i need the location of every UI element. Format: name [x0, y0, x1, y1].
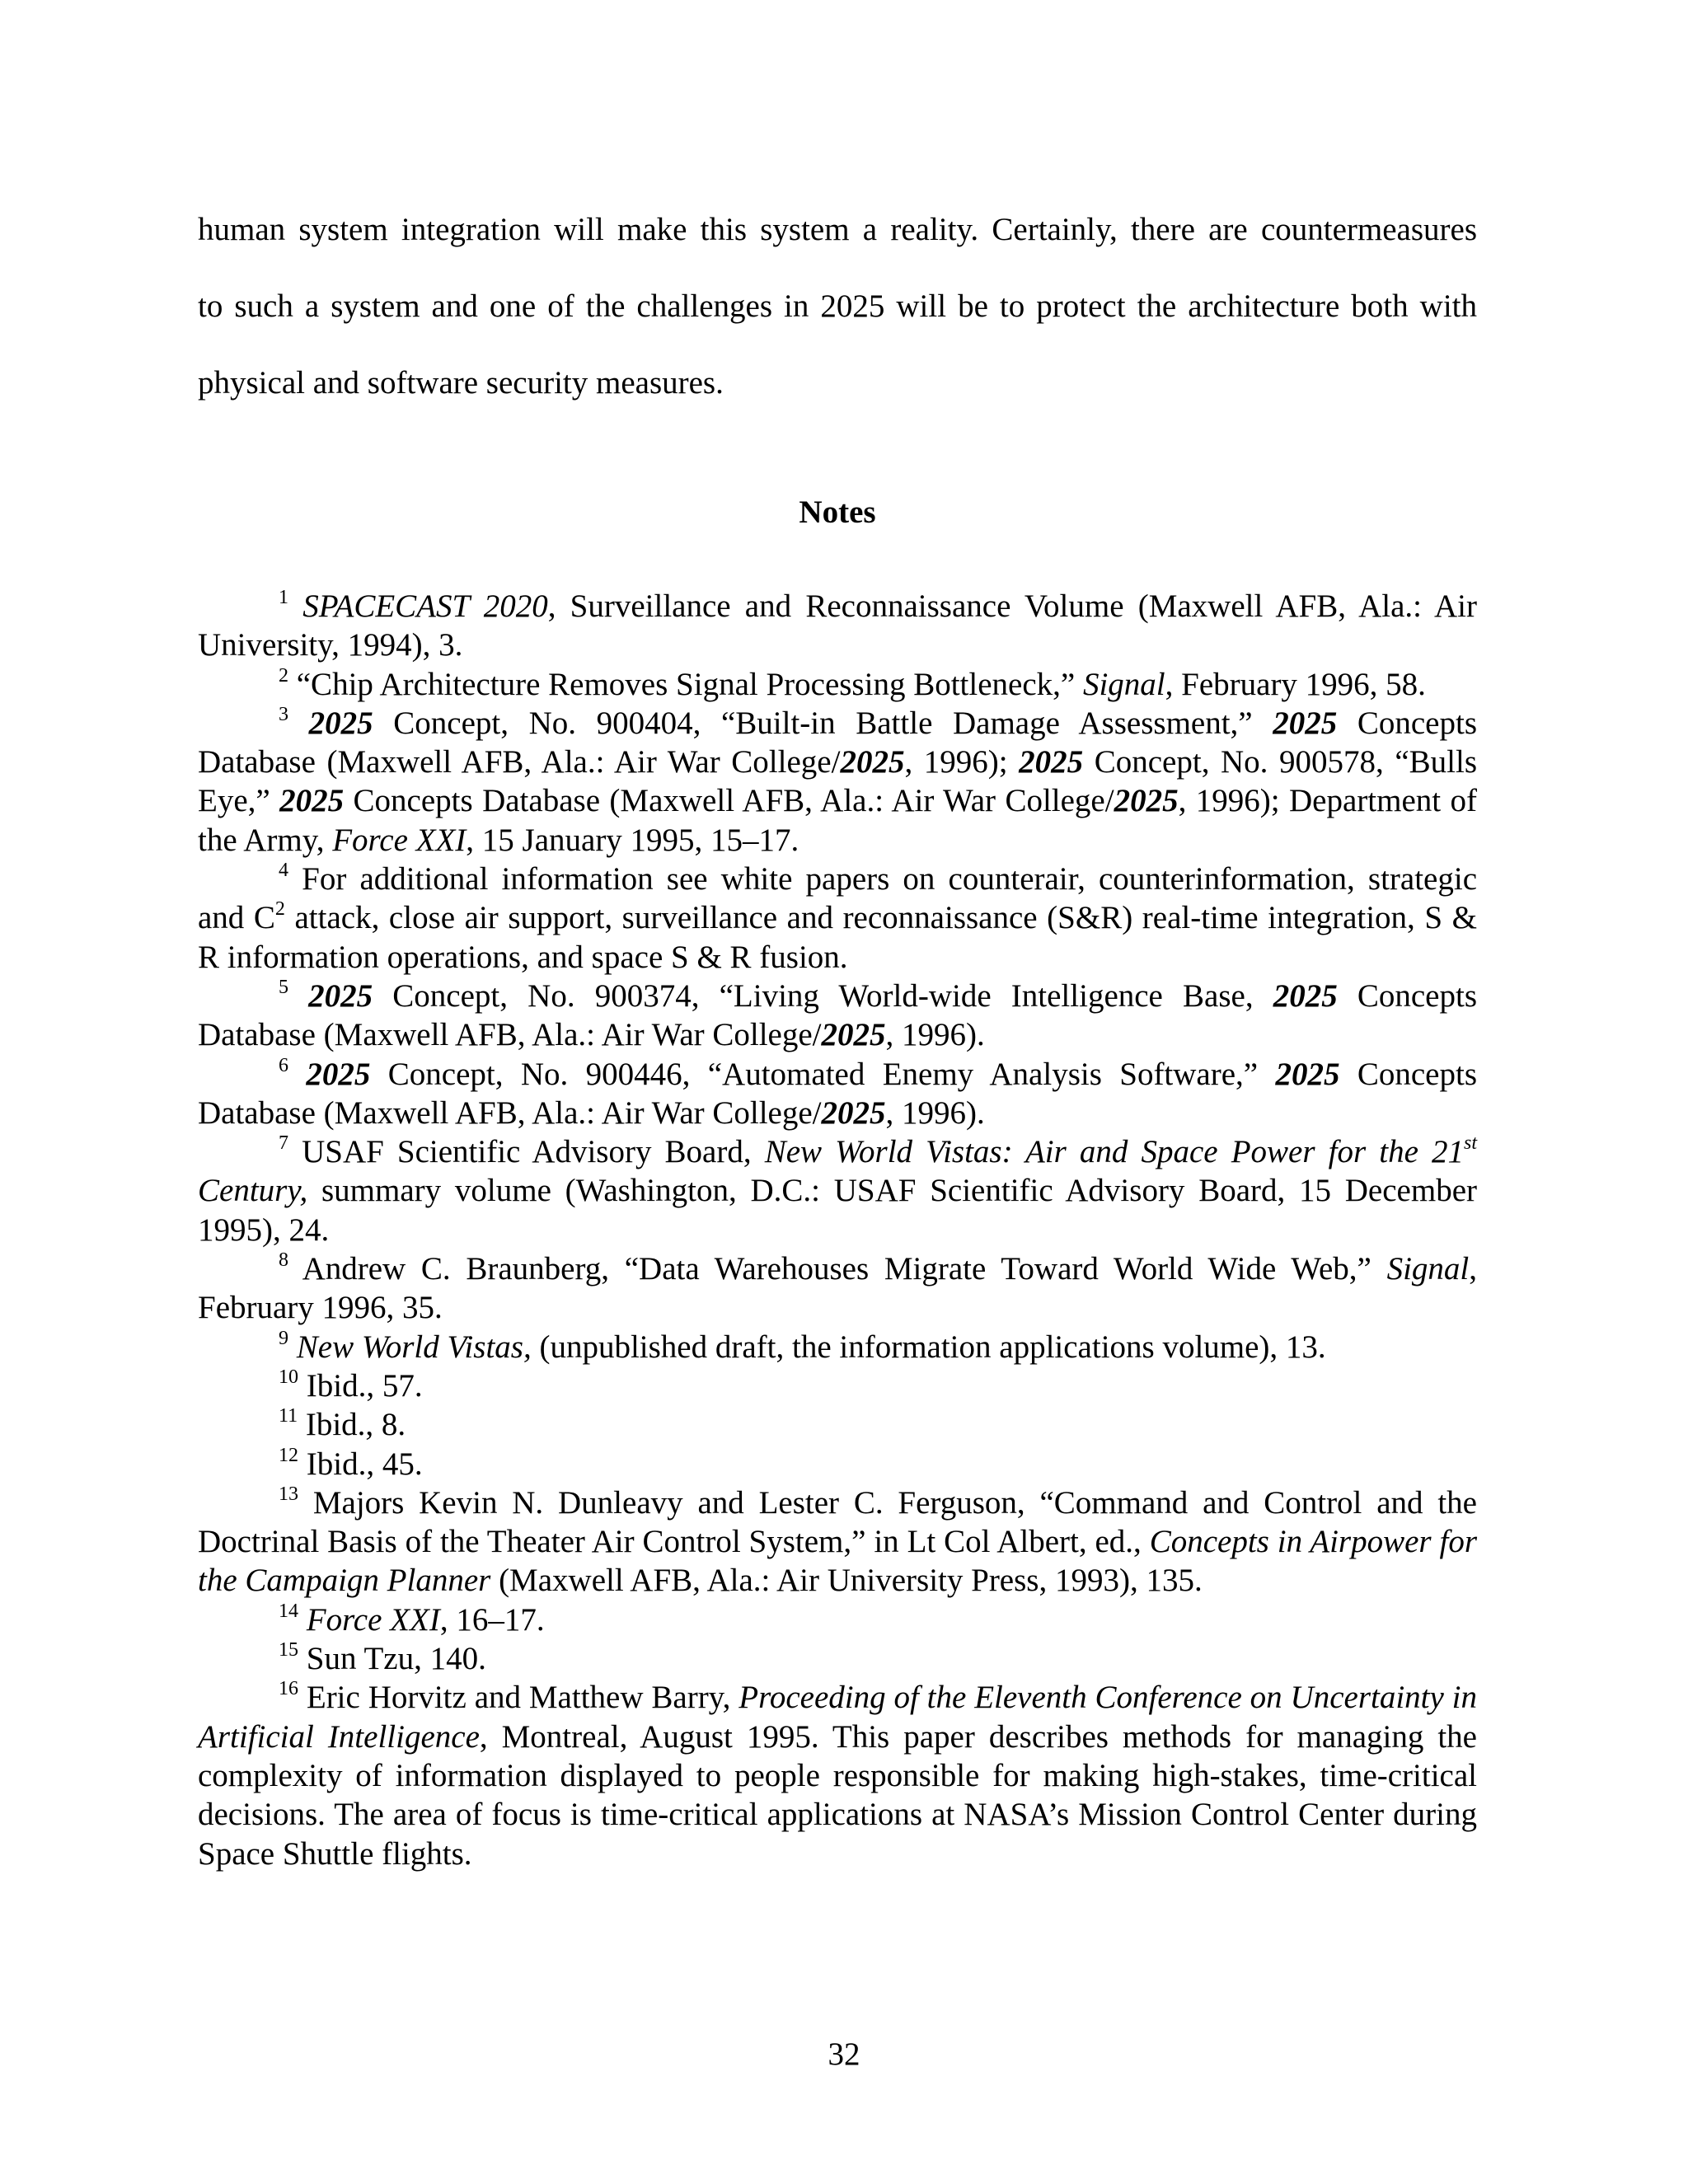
- footnote-number: 6: [279, 1054, 288, 1076]
- footnote-text: (Maxwell AFB, Ala.: Air University Press, 1993), 135.: [490, 1563, 1203, 1599]
- footnote-bold-italic-text: 2025: [306, 1056, 371, 1092]
- footnote-number: 15: [279, 1639, 298, 1661]
- footnote-text: Ibid., 57.: [306, 1367, 423, 1404]
- footnote: [198, 860, 1477, 977]
- footnote: [198, 977, 1477, 1055]
- footnote-emphasis: [1273, 705, 1337, 741]
- footnote-bold-italic-text: 2025: [1275, 1056, 1340, 1092]
- footnote: [198, 1483, 1477, 1601]
- footnote-bold-italic-text: 2025: [1114, 783, 1179, 819]
- footnote: [198, 1366, 1477, 1405]
- footnote-emphasis: [1019, 744, 1083, 780]
- footnote-emphasis: [822, 1095, 886, 1131]
- footnote-text: , February 1996, 35.: [198, 1251, 1477, 1326]
- footnote-italic-text: Century,: [198, 1173, 308, 1209]
- footnote: [198, 1249, 1477, 1328]
- footnote-emphasis: [822, 1017, 886, 1052]
- footnote-text: , 1996).: [885, 1094, 985, 1131]
- footnote-text: Majors Kevin N. Dunleavy and Lester C. Ferguson, “Command and Control and the Doctrinal Basis of the Theater Air Control System,” in Lt Col Albert, ed.,: [198, 1484, 1477, 1560]
- footnote-bold-italic-text: 2025: [279, 783, 345, 819]
- footnote-italic-text: Force XXI: [306, 1601, 440, 1638]
- notes-heading: Notes: [799, 494, 876, 530]
- footnote-text: , 15 January 1995, 15–17.: [466, 822, 799, 858]
- footnote-text: Andrew C. Braunberg, “Data Warehouses Migrate Toward World Wide Web,”: [302, 1251, 1387, 1287]
- footnote-bold-italic-text: 2025: [1273, 705, 1338, 741]
- footnote-text: , Montreal, August 1995. This paper describes methods for managing the complexity of information displayed to people responsible for making high-stakes, time-critical decisions. The area of focus is time-critical applications at NASA’s Mission Control Center during Space Shuttle flights.: [198, 1718, 1477, 1872]
- footnote-text: , 16–17.: [439, 1601, 545, 1638]
- footnote: [198, 1328, 1477, 1366]
- footnote-text: , 1996);: [904, 744, 1020, 780]
- footnote-emphasis: [840, 744, 904, 780]
- footnote-bold-italic-text: 2025: [821, 1094, 886, 1131]
- footnote: [198, 587, 1477, 665]
- footnote-italic-text: SPACECAST 2020: [302, 588, 548, 624]
- footnote-text: USAF Scientific Advisory Board,: [302, 1134, 765, 1170]
- footnote-number: 10: [279, 1366, 298, 1388]
- footnote-text: , February 1996, 58.: [1165, 666, 1426, 702]
- footnote-number: 8: [279, 1249, 288, 1272]
- footnote-italic-text: Force XXI: [332, 822, 467, 858]
- footnote: [198, 1405, 1477, 1444]
- footnote-text: , 1996).: [885, 1017, 985, 1053]
- footnote-text: Ibid., 8.: [305, 1407, 406, 1443]
- footnote-number: 11: [279, 1405, 298, 1427]
- footnote-italic-text: Signal: [1082, 666, 1165, 702]
- footnote-italic-superscript: st: [1463, 1132, 1477, 1155]
- footnote-emphasis: [1114, 783, 1179, 818]
- footnote-emphasis: [279, 783, 344, 818]
- footnote-number: 12: [279, 1444, 298, 1466]
- footnote-text: “Chip Architecture Removes Signal Processing Bottleneck,”: [296, 666, 1083, 702]
- footnote-bold-italic-text: 2025: [308, 977, 373, 1014]
- footnote-number: 16: [279, 1678, 298, 1700]
- footnote-text: For additional information see white papers on counterair, counterinformation, strategic and C: [198, 861, 1477, 936]
- footnote-text: Eric Horvitz and Matthew Barry,: [306, 1680, 739, 1716]
- footnote-bold-italic-text: 2025: [1273, 977, 1338, 1014]
- footnote: [198, 1678, 1477, 1872]
- footnote: [198, 1055, 1477, 1133]
- page-number: 32: [828, 2036, 860, 2072]
- footnote: [198, 1445, 1477, 1483]
- footnote-italic-text: New World Vistas,: [296, 1329, 532, 1365]
- footnote-text: Concept, No. 900578, “Bulls Eye,”: [198, 744, 1477, 819]
- body-paragraph: [198, 191, 1477, 421]
- footnote-text: Concepts Database (Maxwell AFB, Ala.: Air War College/: [198, 1056, 1477, 1131]
- footnote: [198, 704, 1477, 860]
- footnote-text: Concept, No. 900404, “Built-in Battle Damage Assessment,”: [373, 705, 1273, 741]
- footnote-text: summary volume (Washington, D.C.: USAF Scientific Advisory Board, 15 December 1995), 24.: [198, 1173, 1477, 1248]
- footnote-emphasis: [306, 1057, 370, 1092]
- footnote-emphasis: [308, 978, 373, 1014]
- notes-list: [198, 587, 1477, 1873]
- footnote-italic-text: Concepts in Airpower for the Campaign Planner: [198, 1524, 1478, 1599]
- footnote-number: 5: [279, 976, 288, 998]
- footnote-bold-italic-text: 2025: [308, 705, 373, 741]
- footnote-italic-text: Signal: [1386, 1251, 1470, 1287]
- body-line: human system integration will make this system a reality. Certainly, there are countermeasures: [198, 212, 1477, 247]
- footnote-bold-italic-text: 2025: [1019, 744, 1084, 780]
- footnote-number: 7: [279, 1132, 288, 1155]
- footnote-emphasis: [1273, 978, 1338, 1014]
- footnote-number: 3: [279, 703, 288, 725]
- footnote-emphasis: [1275, 1057, 1339, 1092]
- footnote-text: Concepts Database (Maxwell AFB, Ala.: Air War College/: [344, 783, 1114, 819]
- footnote-text: Sun Tzu, 140.: [306, 1641, 486, 1677]
- footnote-number: 13: [279, 1483, 298, 1505]
- footnote: [198, 665, 1477, 704]
- footnote-bold-italic-text: 2025: [840, 744, 905, 780]
- footnote-text: , 1996); Department of the Army,: [198, 783, 1477, 858]
- footnote: [198, 1601, 1477, 1639]
- body-line: physical and software security measures.: [198, 365, 724, 401]
- footnote-text: Ibid., 45.: [306, 1446, 423, 1482]
- footnote-number: 14: [279, 1600, 298, 1622]
- footnote-bold-italic-text: 2025: [821, 1017, 886, 1053]
- footnote-text: (unpublished draft, the information applications volume), 13.: [531, 1329, 1326, 1365]
- footnote-number: 4: [279, 860, 288, 882]
- footnote-number: 2: [279, 664, 288, 687]
- footnote-emphasis: [309, 705, 373, 741]
- body-line: to such a system and one of the challenges in 2025 will be to protect the architecture both with: [198, 288, 1477, 324]
- footnote-italic-text: New World Vistas: Air and Space Power for the 21: [764, 1134, 1464, 1170]
- footnote-text: , Surveillance and Reconnaissance Volume (Maxwell AFB, Ala.: Air University, 1994), 3.: [198, 588, 1478, 663]
- footnote: [198, 1639, 1477, 1678]
- footnote-text: attack, close air support, surveillance and reconnaissance (S&R) real-time integration, S & R information operations, and space S & R fusion.: [198, 900, 1477, 975]
- footnote: [198, 1132, 1477, 1249]
- footnote-italic-text: Proceeding of the Eleventh Conference on Uncertainty in Artificial Intelligence: [198, 1680, 1478, 1755]
- footnote-superscript: 2: [274, 898, 285, 921]
- footnote-text: Concept, No. 900374, “Living World-wide Intelligence Base,: [373, 977, 1273, 1014]
- footnote-text: Concepts Database (Maxwell AFB, Ala.: Air War College/: [198, 705, 1477, 780]
- footnote-superscript: [1464, 1132, 1477, 1154]
- footnote-number: 9: [279, 1327, 288, 1349]
- footnote-number: 1: [279, 587, 288, 608]
- footnote-text: Concepts Database (Maxwell AFB, Ala.: Air War College/: [198, 977, 1478, 1053]
- footnote-text: Concept, No. 900446, “Automated Enemy Analysis Software,”: [370, 1056, 1276, 1092]
